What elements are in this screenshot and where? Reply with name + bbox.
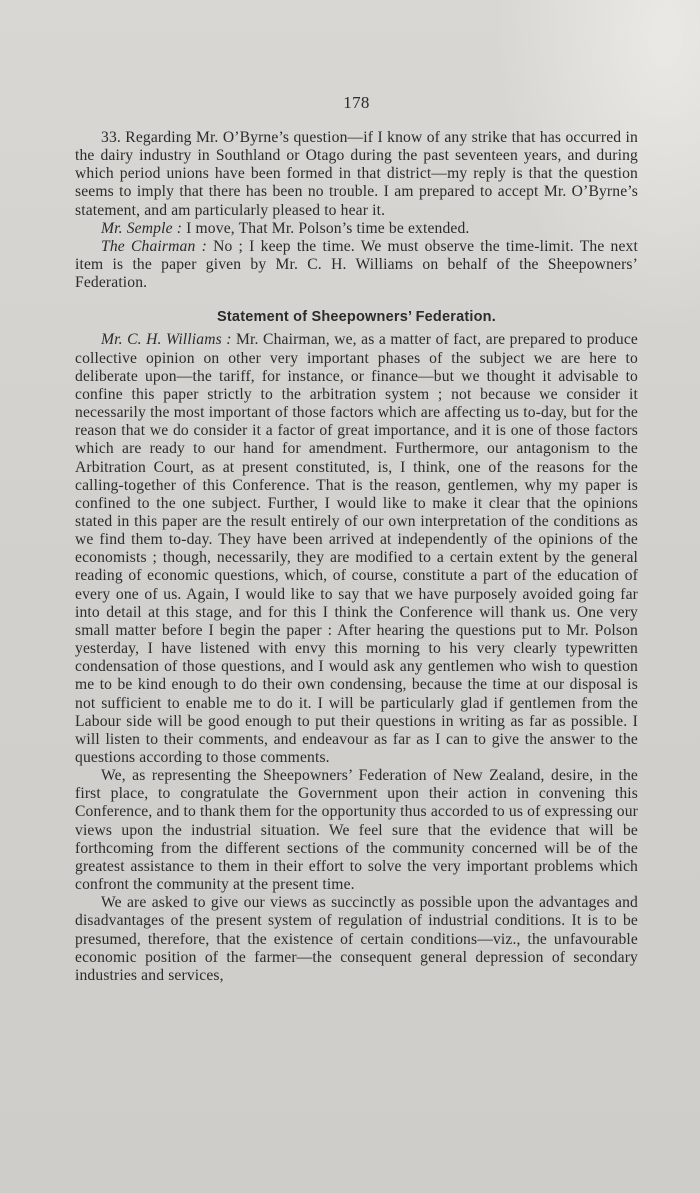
paragraph-text: We are asked to give our views as succinctly as possible upon the advantages and disadvantages of the present system of regulation of industrial conditions. It is to be presumed, therefore, that the existence of certain conditions—viz., the unfavourable economic position of the farmer—the consequent general depression of secondary industries and services,: [75, 894, 638, 984]
paragraph-text: I move, That Mr. Polson’s time be extended.: [186, 219, 470, 237]
paragraph-views: [75, 894, 638, 985]
paragraph-text: 33. Regarding Mr. O’Byrne’s question—if I know of any strike that has occurred in the dairy industry in Southland or Otago during the past seventeen years, and during which period unions have been formed in that district—my reply is that the question seems to imply that there has been no trouble. I am prepared to accept Mr. O’Byrne’s statement, and am particularly pleased to hear it.: [75, 129, 638, 219]
document-page: [75, 93, 638, 985]
section-heading: Statement of Sheepowners’ Federation.: [217, 309, 496, 326]
paragraph-semple: [75, 220, 638, 238]
paragraph-reply-obyrne: [75, 129, 638, 220]
paragraph-text: No ; I keep the time. We must observe the time-limit. The next item is the paper given by Mr. C. H. Williams on behalf of the Sheepowners’ Federation.: [75, 237, 638, 292]
speaker-name: The Chairman :: [101, 237, 207, 255]
speaker-name: Mr. Semple :: [101, 219, 183, 237]
page-number: 178: [343, 93, 370, 112]
speaker-name: Mr. C. H. Williams :: [101, 331, 232, 349]
paragraph-text: We, as representing the Sheepowners’ Federation of New Zealand, desire, in the first place, to congratulate the Government upon their action in convening this Conference, and to thank them for the opportunity thus accorded to us of expressing our views upon the industrial situation. We feel sure that the evidence that will be forthcoming from the different sections of the community concerned will be of the greatest assistance to them in their effort to solve the very important problems which confront the community at the present time.: [75, 767, 638, 894]
paragraph-text: Mr. Chairman, we, as a matter of fact, are prepared to produce collective opinion on other very important phases of the subject we are here to deliberate upon—the tariff, for instance, or finance—but we thought it advisable to confine this paper strictly to the arbitration system ; not because we consider it necessarily the most important of those factors which are affecting us to-day, but for the reason that we do consider it a factor of great importance, and it is one of those factors which are ready to our hand for amendment. Furthermore, our antagonism to the Arbitration Court, as at present constituted, is, I think, one of the reasons for the calling-together of this Conference. That is the reason, gentlemen, why my paper is confined to the one subject. Further, I would like to make it clear that the opinions stated in this paper are the result entirely of our own interpretation of the conditions as we find them to-day. They have been arrived at independently of the opinions of the economists ; though, necessarily, they are modified to a certain extent by the general reading of economic questions, which, of course, constitute a part of the education of every one of us. Again, I would like to say that we have purposely avoided going far into detail at this stage, and for this I think the Conference will thank us. One very small matter before I begin the paper : After hearing the questions put to Mr. Polson yesterday, I have listened with envy this morning to his very clearly typewritten condensation of those questions, and I would ask any gentlemen who wish to question me to be kind enough to do their own condensing, because the time at our disposal is not sufficient to enable me to do it. I will be particularly glad if gentlemen from the Labour side will be good enough to put their questions in writing as far as possible. I will listen to their comments, and endeavour as far as I can to give the answer to the questions according to those comments.: [75, 331, 638, 766]
paragraph-congratulate: [75, 767, 638, 894]
paragraph-williams: [75, 331, 638, 767]
paragraph-chairman: [75, 238, 638, 292]
